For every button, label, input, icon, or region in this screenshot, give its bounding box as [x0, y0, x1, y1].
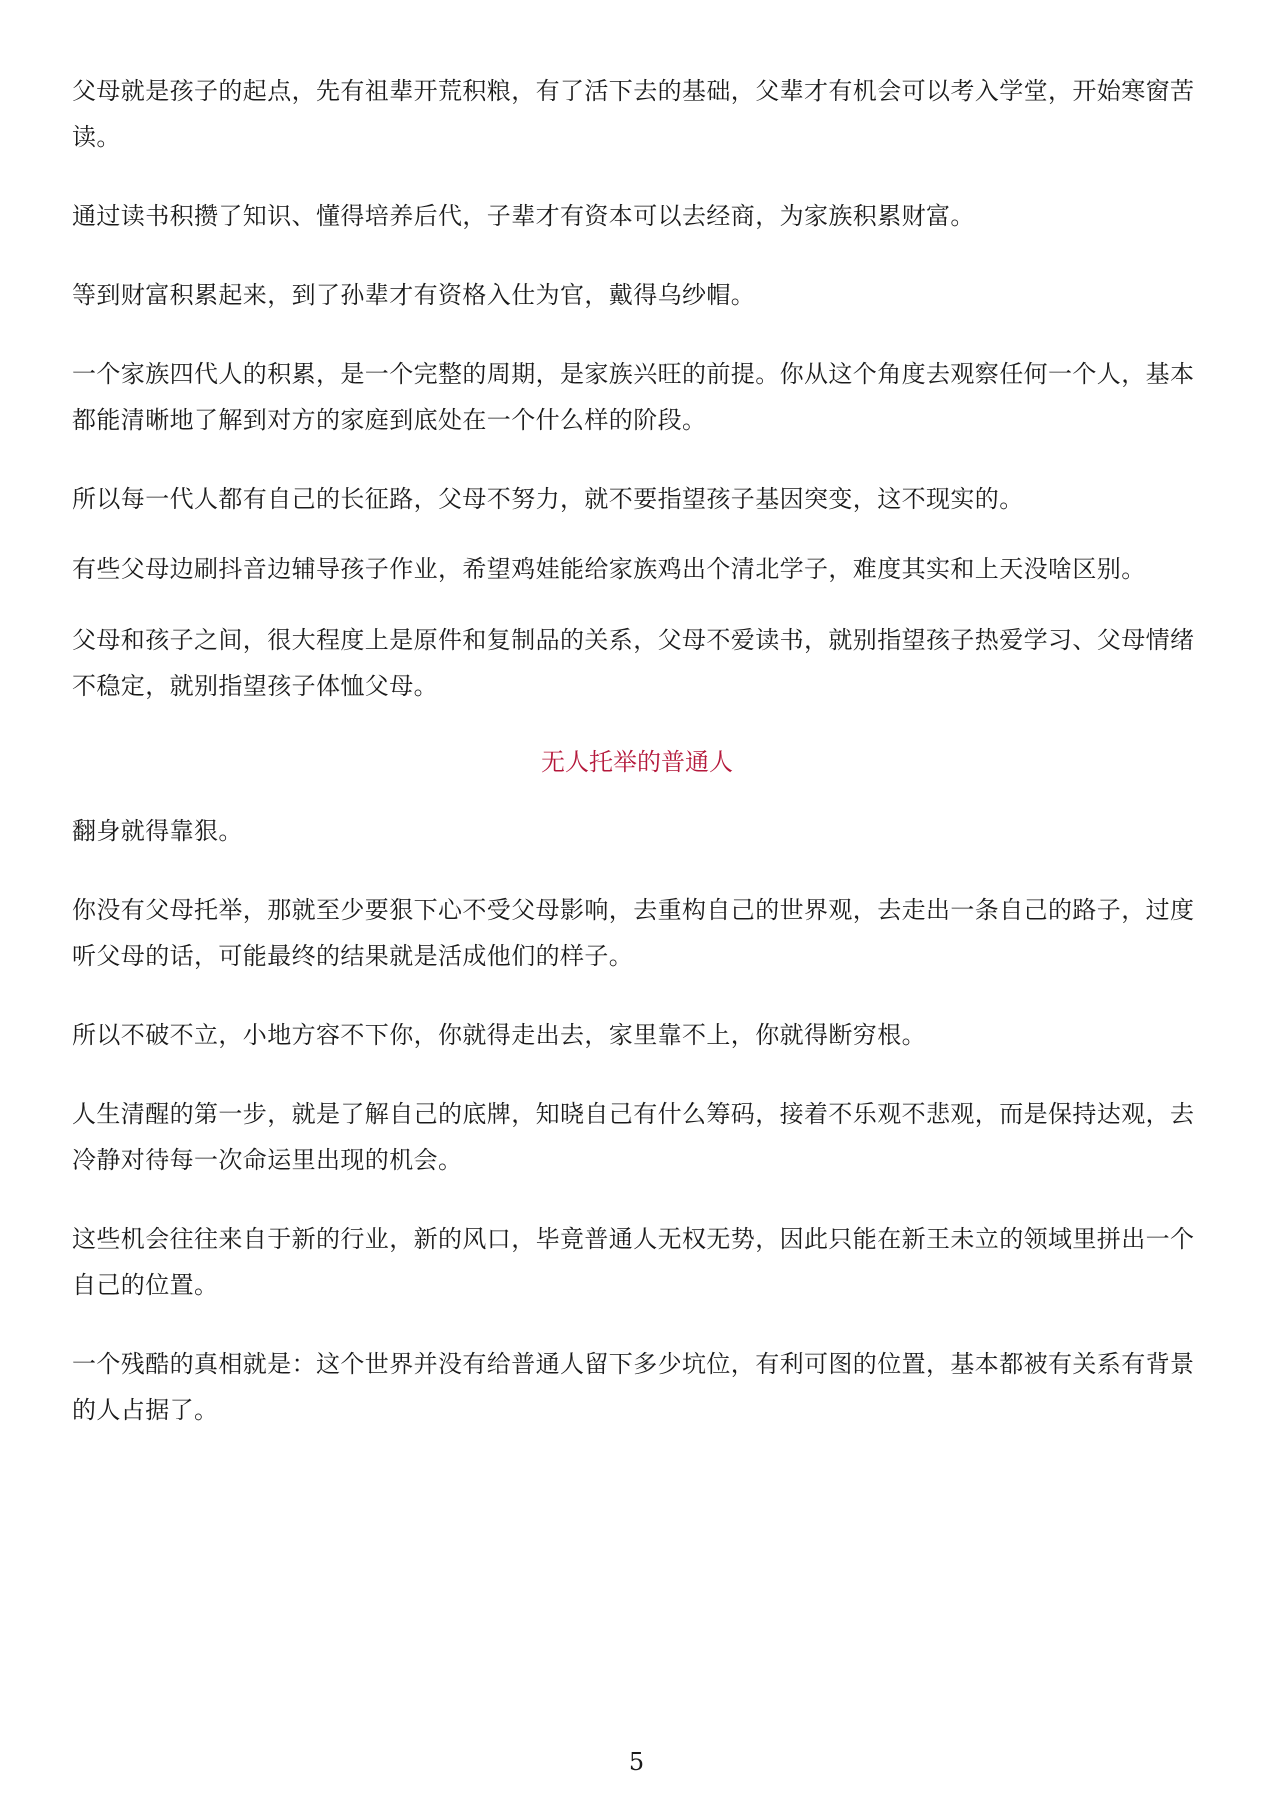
paragraph: 所以不破不立，小地方容不下你，你就得走出去，家里靠不上，你就得断穷根。	[72, 1021, 926, 1049]
section-heading: 无人托举的普通人	[541, 748, 733, 776]
paragraph: 有些父母边刷抖音边辅导孩子作业，希望鸡娃能给家族鸡出个清北学子，难度其实和上天没啥区别。	[72, 555, 1146, 583]
paragraph: 你没有父母托举，那就至少要狠下心不受父母影响，去重构自己的世界观，去走出一条自己的路子，过度听父母的话，可能最终的结果就是活成他们的样子。	[72, 896, 1195, 970]
paragraph: 翻身就得靠狠。	[72, 817, 243, 845]
paragraph: 一个家族四代人的积累，是一个完整的周期，是家族兴旺的前提。你从这个角度去观察任何一个人，基本都能清晰地了解到对方的家庭到底处在一个什么样的阶段。	[72, 360, 1195, 434]
paragraph: 父母和孩子之间，很大程度上是原件和复制品的关系，父母不爱读书，就别指望孩子热爱学习、父母情绪不稳定，就别指望孩子体恤父母。	[72, 626, 1195, 700]
paragraph: 所以每一代人都有自己的长征路，父母不努力，就不要指望孩子基因突变，这不现实的。	[72, 485, 1024, 513]
page-number: 5	[628, 1748, 645, 1776]
paragraph: 人生清醒的第一步，就是了解自己的底牌，知晓自己有什么筹码，接着不乐观不悲观，而是保持达观，去冷静对待每一次命运里出现的机会。	[72, 1100, 1195, 1174]
paragraph: 这些机会往往来自于新的行业，新的风口，毕竟普通人无权无势，因此只能在新王未立的领域里拼出一个自己的位置。	[72, 1225, 1195, 1299]
paragraph: 一个残酷的真相就是：这个世界并没有给普通人留下多少坑位，有利可图的位置，基本都被有关系有背景的人占据了。	[72, 1350, 1195, 1424]
page-content	[72, 68, 1202, 1466]
paragraph: 父母就是孩子的起点，先有祖辈开荒积粮，有了活下去的基础，父辈才有机会可以考入学堂，开始寒窗苦读。	[72, 77, 1195, 151]
paragraph: 等到财富积累起来，到了孙辈才有资格入仕为官，戴得乌纱帽。	[72, 281, 756, 309]
paragraph: 通过读书积攒了知识、懂得培养后代，子辈才有资本可以去经商，为家族积累财富。	[72, 202, 975, 230]
